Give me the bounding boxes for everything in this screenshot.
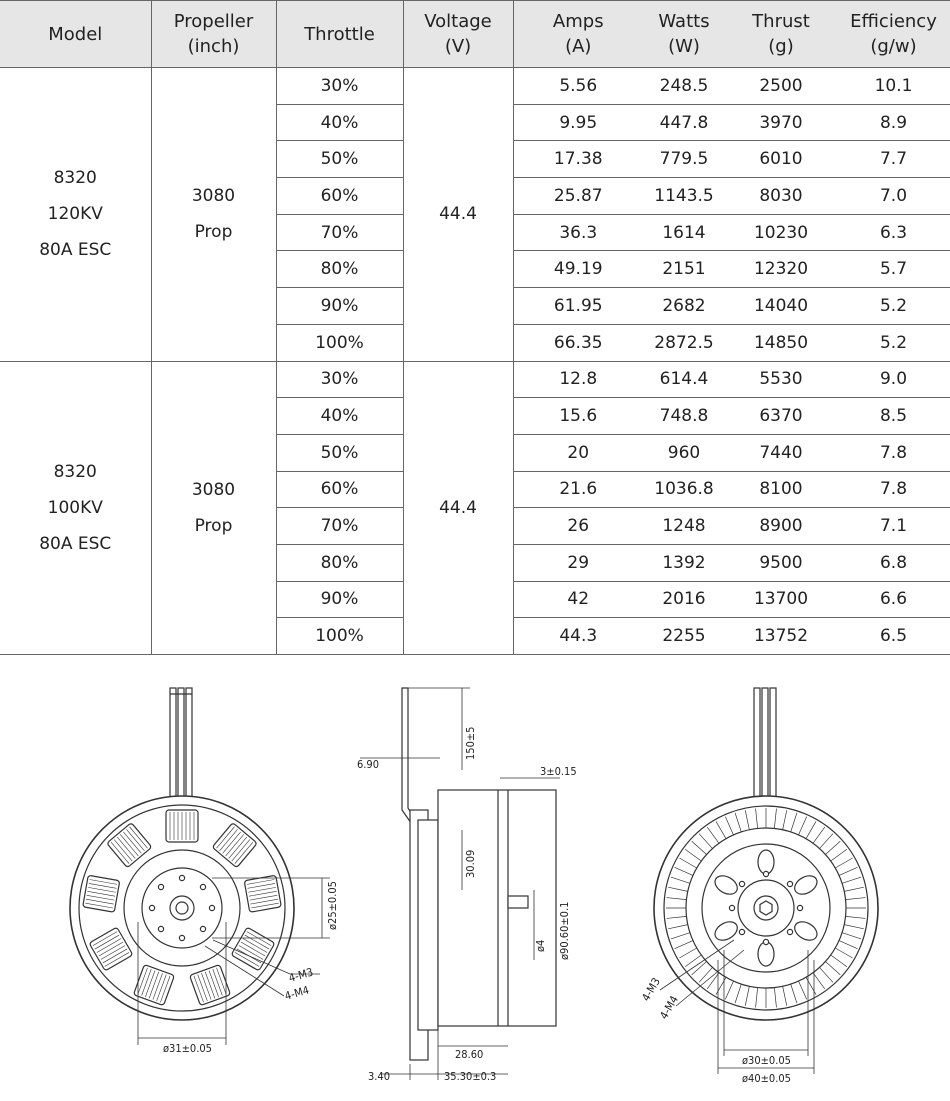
thrust-cell: 2500 [725,68,837,105]
header-propeller: Propeller (inch) [151,1,276,68]
amps-cell: 15.6 [513,398,643,435]
hole-marker [179,875,184,880]
efficiency-cell: 7.1 [837,508,950,545]
dim-total-width: 35.30±0.3 [444,1070,497,1083]
thrust-cell: 12320 [725,251,837,288]
watts-cell: 1143.5 [643,178,725,215]
throttle-cell: 50% [276,434,403,471]
voltage-cell: 44.4 [403,361,513,655]
efficiency-cell: 5.2 [837,324,950,361]
thrust-cell: 13752 [725,618,837,655]
propeller-line: 3080 [191,479,236,500]
amps-cell: 49.19 [513,251,643,288]
voltage-cell: 44.4 [403,68,513,362]
back-view-drawing [639,688,878,1085]
thrust-cell: 6010 [725,141,837,178]
propeller-cell [151,361,276,655]
hole-marker [209,905,214,910]
watts-cell: 614.4 [643,361,725,398]
efficiency-cell: 9.0 [837,361,950,398]
thrust-cell: 6370 [725,398,837,435]
hole-marker [158,884,163,889]
watts-cell: 2151 [643,251,725,288]
dim-outer-circle: ø40±0.05 [742,1072,791,1085]
amps-cell: 5.56 [513,68,643,105]
table-group-120kv [0,68,950,362]
dim-stator-height: 30.09 [464,849,477,878]
dim-back-holes-m4: 4-M4 [657,993,681,1022]
efficiency-cell: 7.0 [837,178,950,215]
throttle-cell: 40% [276,398,403,435]
dim-center-dia: ø31±0.05 [163,1042,212,1055]
throttle-cell: 60% [276,178,403,215]
throttle-cell: 60% [276,471,403,508]
watts-cell: 447.8 [643,104,725,141]
model-line: 8320 [53,461,97,482]
dim-lead-offset: 6.90 [357,758,380,771]
amps-cell: 9.95 [513,104,643,141]
propeller-line: Prop [194,515,233,536]
header-watts: Watts (W) [643,1,725,68]
table-group-100kv [0,361,950,655]
amps-cell: 17.38 [513,141,643,178]
hole-marker [739,929,744,934]
throttle-cell: 80% [276,251,403,288]
efficiency-cell: 8.5 [837,398,950,435]
throttle-cell: 100% [276,324,403,361]
propeller-line: 3080 [191,186,236,207]
model-line: 80A ESC [39,533,112,554]
hole-marker [179,935,184,940]
throttle-cell: 90% [276,581,403,618]
thrust-cell: 8030 [725,178,837,215]
amps-cell: 44.3 [513,618,643,655]
hole-marker [763,871,768,876]
dim-lead-length: 150±5 [464,726,477,760]
efficiency-cell: 7.8 [837,434,950,471]
watts-cell: 960 [643,434,725,471]
efficiency-cell: 5.2 [837,288,950,325]
hole-marker [797,905,802,910]
amps-cell: 20 [513,434,643,471]
header-row [0,1,950,68]
model-cell [0,361,151,655]
hole-marker [739,881,744,886]
throttle-cell: 30% [276,361,403,398]
amps-cell: 42 [513,581,643,618]
throttle-cell: 30% [276,68,403,105]
rotor-magnet-slot [244,875,281,912]
table-row [0,361,950,398]
watts-cell: 748.8 [643,398,725,435]
thrust-cell: 9500 [725,544,837,581]
hole-marker [729,905,734,910]
hole-marker [200,926,205,931]
side-view-drawing [357,688,577,1083]
hole-marker [787,881,792,886]
hole-marker [158,926,163,931]
amps-cell: 29 [513,544,643,581]
dim-bolt-circle: ø25±0.05 [326,881,339,930]
dim-holes-m4: 4-M4 [283,983,311,1003]
header-thrust: Thrust (g) [725,1,837,68]
thrust-cell: 14850 [725,324,837,361]
efficiency-cell: 8.9 [837,104,950,141]
header-amps: Amps (A) [513,1,643,68]
header-voltage: Voltage (V) [403,1,513,68]
rotor-magnet-slot [166,810,198,842]
model-line: 8320 [53,168,97,189]
model-cell [0,68,151,362]
efficiency-cell: 7.8 [837,471,950,508]
throttle-cell: 80% [276,544,403,581]
efficiency-cell: 6.8 [837,544,950,581]
thrust-cell: 8100 [725,471,837,508]
hole-marker [149,905,154,910]
efficiency-cell: 6.5 [837,618,950,655]
watts-cell: 1614 [643,214,725,251]
thrust-cell: 3970 [725,104,837,141]
efficiency-cell: 6.3 [837,214,950,251]
thrust-cell: 13700 [725,581,837,618]
watts-cell: 2872.5 [643,324,725,361]
thrust-cell: 7440 [725,434,837,471]
throttle-cell: 100% [276,618,403,655]
rotor-magnet-slot [83,875,120,912]
efficiency-cell: 10.1 [837,68,950,105]
watts-cell: 2682 [643,288,725,325]
thrust-cell: 10230 [725,214,837,251]
amps-cell: 21.6 [513,471,643,508]
model-line: 120KV [47,204,103,225]
thrust-cell: 5530 [725,361,837,398]
dim-back-holes-m3: 4-M3 [639,975,663,1004]
vent-slot [758,942,774,966]
dim-outer-dia: ø90.60±0.1 [558,901,571,960]
throttle-cell: 90% [276,288,403,325]
watts-cell: 779.5 [643,141,725,178]
watts-cell: 1248 [643,508,725,545]
thrust-cell: 8900 [725,508,837,545]
efficiency-cell: 7.7 [837,141,950,178]
watts-cell: 248.5 [643,68,725,105]
watts-cell: 2255 [643,618,725,655]
model-line: 80A ESC [39,240,112,261]
throttle-cell: 70% [276,214,403,251]
efficiency-cell: 5.7 [837,251,950,288]
propeller-cell [151,68,276,362]
front-view-drawing [70,688,339,1055]
amps-cell: 12.8 [513,361,643,398]
header-throttle: Throttle [276,1,403,68]
table-row [0,68,950,105]
vent-slot [758,850,774,874]
model-line: 100KV [47,497,103,518]
dim-base-offset: 3.40 [368,1070,391,1083]
watts-cell: 1036.8 [643,471,725,508]
thrust-cell: 14040 [725,288,837,325]
throttle-cell: 50% [276,141,403,178]
header-model: Model [0,1,151,68]
watts-cell: 2016 [643,581,725,618]
amps-cell: 36.3 [513,214,643,251]
propeller-line: Prop [194,222,233,243]
dim-shaft-protrusion: 3±0.15 [540,765,577,778]
amps-cell: 66.35 [513,324,643,361]
dim-body-width: 28.60 [455,1048,484,1061]
efficiency-cell: 6.6 [837,581,950,618]
hole-marker [787,929,792,934]
watts-cell: 1392 [643,544,725,581]
hole-marker [763,939,768,944]
dim-shaft-dia: ø4 [534,939,547,952]
motor-drawings [0,660,950,1101]
dim-holes-m3: 4-M3 [287,965,315,985]
throttle-cell: 40% [276,104,403,141]
amps-cell: 26 [513,508,643,545]
dim-inner-circle: ø30±0.05 [742,1054,791,1067]
throttle-cell: 70% [276,508,403,545]
amps-cell: 25.87 [513,178,643,215]
amps-cell: 61.95 [513,288,643,325]
header-efficiency: Efficiency (g/w) [837,1,950,68]
hole-marker [200,884,205,889]
